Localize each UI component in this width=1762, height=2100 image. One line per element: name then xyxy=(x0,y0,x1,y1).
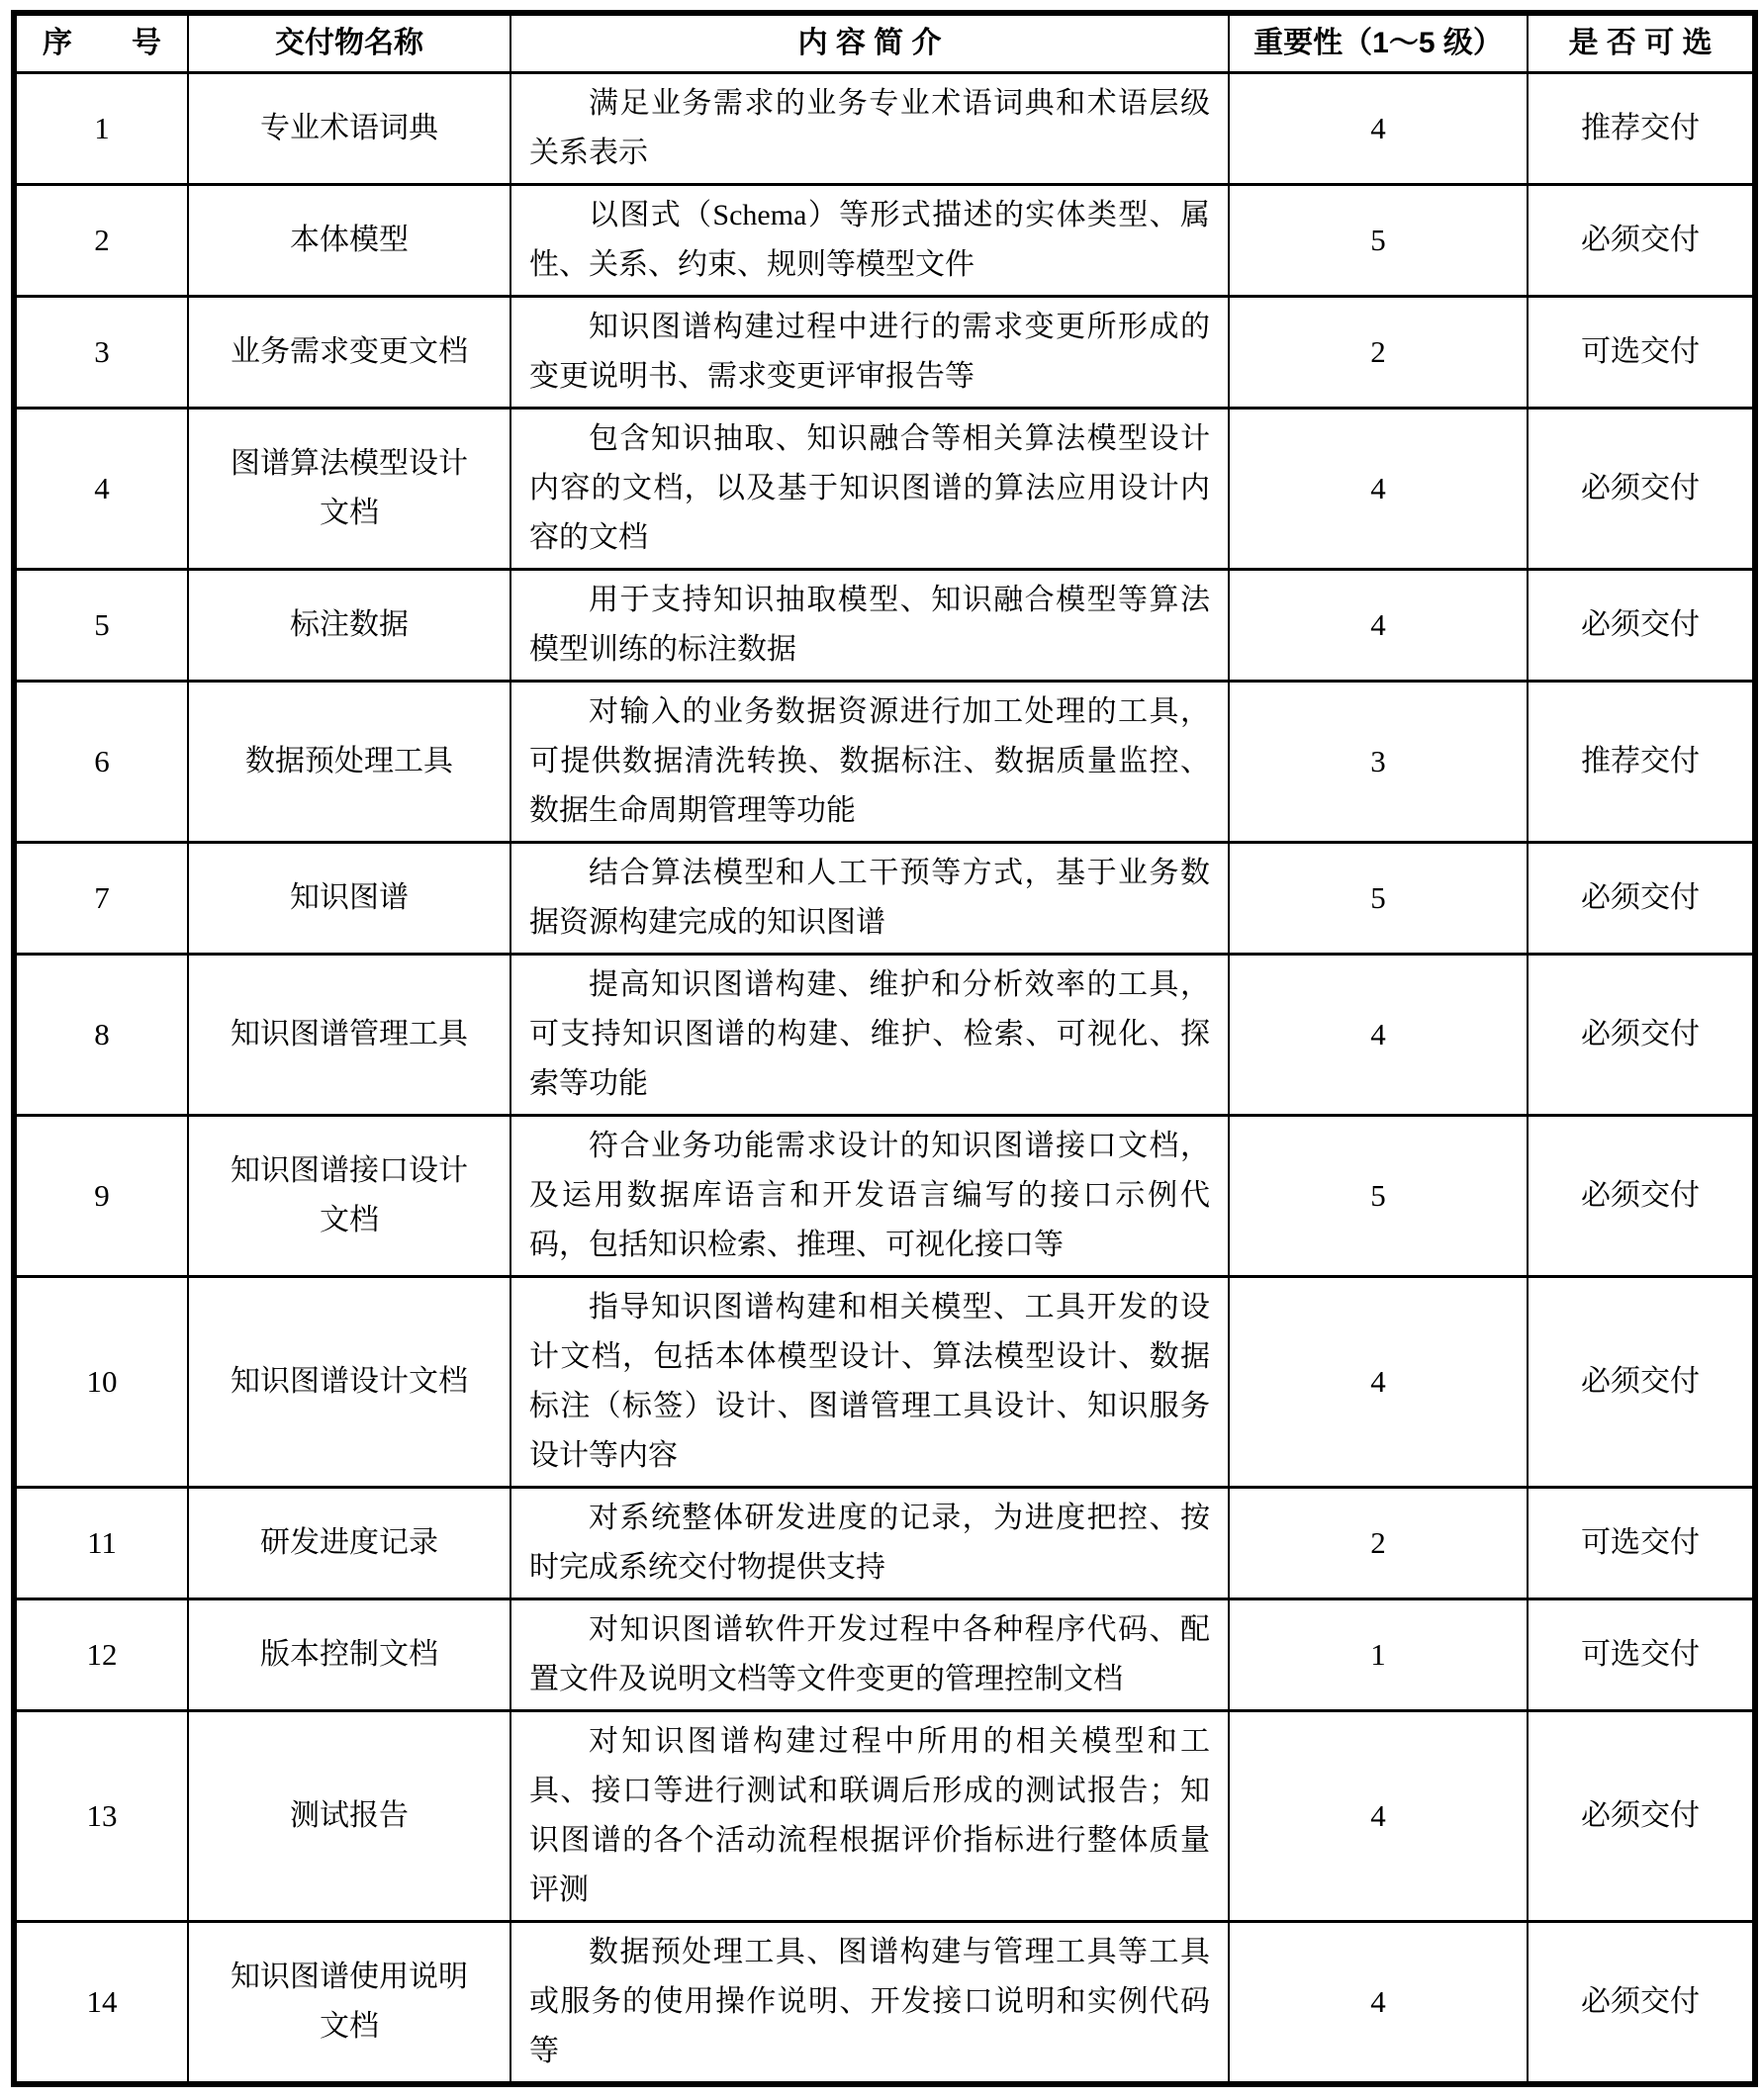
cell-serial-number: 14 xyxy=(14,1921,188,2084)
header-row xyxy=(14,13,1755,72)
col-header-optional: 是 否 可 选 xyxy=(1528,13,1755,72)
table-row xyxy=(14,1598,1755,1710)
cell-deliverable-name: 知识图谱设计文档 xyxy=(188,1276,510,1487)
table-row xyxy=(14,1115,1755,1276)
cell-optional-status: 推荐交付 xyxy=(1528,72,1755,184)
col-header-description: 内 容 简 介 xyxy=(510,13,1229,72)
cell-optional-status: 必须交付 xyxy=(1528,842,1755,954)
cell-importance: 1 xyxy=(1229,1598,1528,1710)
cell-serial-number: 2 xyxy=(14,184,188,296)
cell-serial-number: 10 xyxy=(14,1276,188,1487)
cell-deliverable-name: 知识图谱使用说明文档 xyxy=(188,1921,510,2084)
table-row xyxy=(14,842,1755,954)
cell-optional-status: 可选交付 xyxy=(1528,1487,1755,1598)
cell-content-summary: 对系统整体研发进度的记录，为进度把控、按时完成系统交付物提供支持 xyxy=(510,1487,1229,1598)
cell-serial-number: 3 xyxy=(14,296,188,408)
cell-deliverable-name: 测试报告 xyxy=(188,1710,510,1921)
cell-content-summary: 符合业务功能需求设计的知识图谱接口文档，及运用数据库语言和开发语言编写的接口示例代码，包括知识检索、推理、可视化接口等 xyxy=(510,1115,1229,1276)
cell-importance: 4 xyxy=(1229,408,1528,569)
cell-deliverable-name: 专业术语词典 xyxy=(188,72,510,184)
cell-deliverable-name: 版本控制文档 xyxy=(188,1598,510,1710)
cell-optional-status: 推荐交付 xyxy=(1528,681,1755,842)
cell-serial-number: 12 xyxy=(14,1598,188,1710)
cell-deliverable-name: 标注数据 xyxy=(188,569,510,681)
cell-importance: 4 xyxy=(1229,569,1528,681)
cell-optional-status: 必须交付 xyxy=(1528,1921,1755,2084)
cell-importance: 5 xyxy=(1229,842,1528,954)
cell-serial-number: 11 xyxy=(14,1487,188,1598)
cell-content-summary: 数据预处理工具、图谱构建与管理工具等工具或服务的使用操作说明、开发接口说明和实例代码等 xyxy=(510,1921,1229,2084)
table-row xyxy=(14,569,1755,681)
cell-content-summary: 提高知识图谱构建、维护和分析效率的工具，可支持知识图谱的构建、维护、检索、可视化、探索等功能 xyxy=(510,954,1229,1115)
cell-serial-number: 7 xyxy=(14,842,188,954)
col-header-no: 序 号 xyxy=(14,13,188,72)
cell-optional-status: 必须交付 xyxy=(1528,1710,1755,1921)
table-row xyxy=(14,1921,1755,2084)
col-header-name: 交付物名称 xyxy=(188,13,510,72)
cell-importance: 2 xyxy=(1229,1487,1528,1598)
col-header-importance: 重要性（1～5 级） xyxy=(1229,13,1528,72)
deliverables-table xyxy=(11,10,1758,2087)
table-row xyxy=(14,1276,1755,1487)
cell-content-summary: 对知识图谱构建过程中所用的相关模型和工具、接口等进行测试和联调后形成的测试报告；知识图谱的各个活动流程根据评价指标进行整体质量评测 xyxy=(510,1710,1229,1921)
cell-content-summary: 对输入的业务数据资源进行加工处理的工具，可提供数据清洗转换、数据标注、数据质量监控、数据生命周期管理等功能 xyxy=(510,681,1229,842)
cell-content-summary: 知识图谱构建过程中进行的需求变更所形成的变更说明书、需求变更评审报告等 xyxy=(510,296,1229,408)
cell-optional-status: 必须交付 xyxy=(1528,184,1755,296)
cell-serial-number: 1 xyxy=(14,72,188,184)
cell-content-summary: 指导知识图谱构建和相关模型、工具开发的设计文档，包括本体模型设计、算法模型设计、数据标注（标签）设计、图谱管理工具设计、知识服务设计等内容 xyxy=(510,1276,1229,1487)
cell-content-summary: 用于支持知识抽取模型、知识融合模型等算法模型训练的标注数据 xyxy=(510,569,1229,681)
cell-optional-status: 必须交付 xyxy=(1528,408,1755,569)
cell-importance: 4 xyxy=(1229,1710,1528,1921)
cell-serial-number: 13 xyxy=(14,1710,188,1921)
cell-importance: 4 xyxy=(1229,72,1528,184)
cell-content-summary: 对知识图谱软件开发过程中各种程序代码、配置文件及说明文档等文件变更的管理控制文档 xyxy=(510,1598,1229,1710)
cell-importance: 2 xyxy=(1229,296,1528,408)
table-row xyxy=(14,1710,1755,1921)
cell-content-summary: 满足业务需求的业务专业术语词典和术语层级关系表示 xyxy=(510,72,1229,184)
table-row xyxy=(14,184,1755,296)
table-row xyxy=(14,681,1755,842)
cell-deliverable-name: 本体模型 xyxy=(188,184,510,296)
cell-deliverable-name: 数据预处理工具 xyxy=(188,681,510,842)
cell-deliverable-name: 图谱算法模型设计文档 xyxy=(188,408,510,569)
cell-optional-status: 必须交付 xyxy=(1528,1276,1755,1487)
cell-content-summary: 结合算法模型和人工干预等方式，基于业务数据资源构建完成的知识图谱 xyxy=(510,842,1229,954)
cell-deliverable-name: 研发进度记录 xyxy=(188,1487,510,1598)
cell-optional-status: 必须交付 xyxy=(1528,954,1755,1115)
cell-serial-number: 8 xyxy=(14,954,188,1115)
cell-optional-status: 必须交付 xyxy=(1528,569,1755,681)
table-row xyxy=(14,954,1755,1115)
table-row xyxy=(14,408,1755,569)
cell-deliverable-name: 知识图谱接口设计文档 xyxy=(188,1115,510,1276)
cell-deliverable-name: 知识图谱 xyxy=(188,842,510,954)
cell-serial-number: 4 xyxy=(14,408,188,569)
cell-importance: 4 xyxy=(1229,1921,1528,2084)
cell-content-summary: 包含知识抽取、知识融合等相关算法模型设计内容的文档，以及基于知识图谱的算法应用设计内容的文档 xyxy=(510,408,1229,569)
cell-serial-number: 6 xyxy=(14,681,188,842)
cell-optional-status: 必须交付 xyxy=(1528,1115,1755,1276)
cell-importance: 5 xyxy=(1229,184,1528,296)
cell-importance: 4 xyxy=(1229,1276,1528,1487)
cell-importance: 3 xyxy=(1229,681,1528,842)
cell-deliverable-name: 知识图谱管理工具 xyxy=(188,954,510,1115)
cell-importance: 5 xyxy=(1229,1115,1528,1276)
cell-content-summary: 以图式（Schema）等形式描述的实体类型、属性、关系、约束、规则等模型文件 xyxy=(510,184,1229,296)
cell-serial-number: 5 xyxy=(14,569,188,681)
table-row xyxy=(14,296,1755,408)
cell-deliverable-name: 业务需求变更文档 xyxy=(188,296,510,408)
table-row xyxy=(14,1487,1755,1598)
cell-serial-number: 9 xyxy=(14,1115,188,1276)
cell-optional-status: 可选交付 xyxy=(1528,1598,1755,1710)
cell-optional-status: 可选交付 xyxy=(1528,296,1755,408)
cell-importance: 4 xyxy=(1229,954,1528,1115)
table-row xyxy=(14,72,1755,184)
